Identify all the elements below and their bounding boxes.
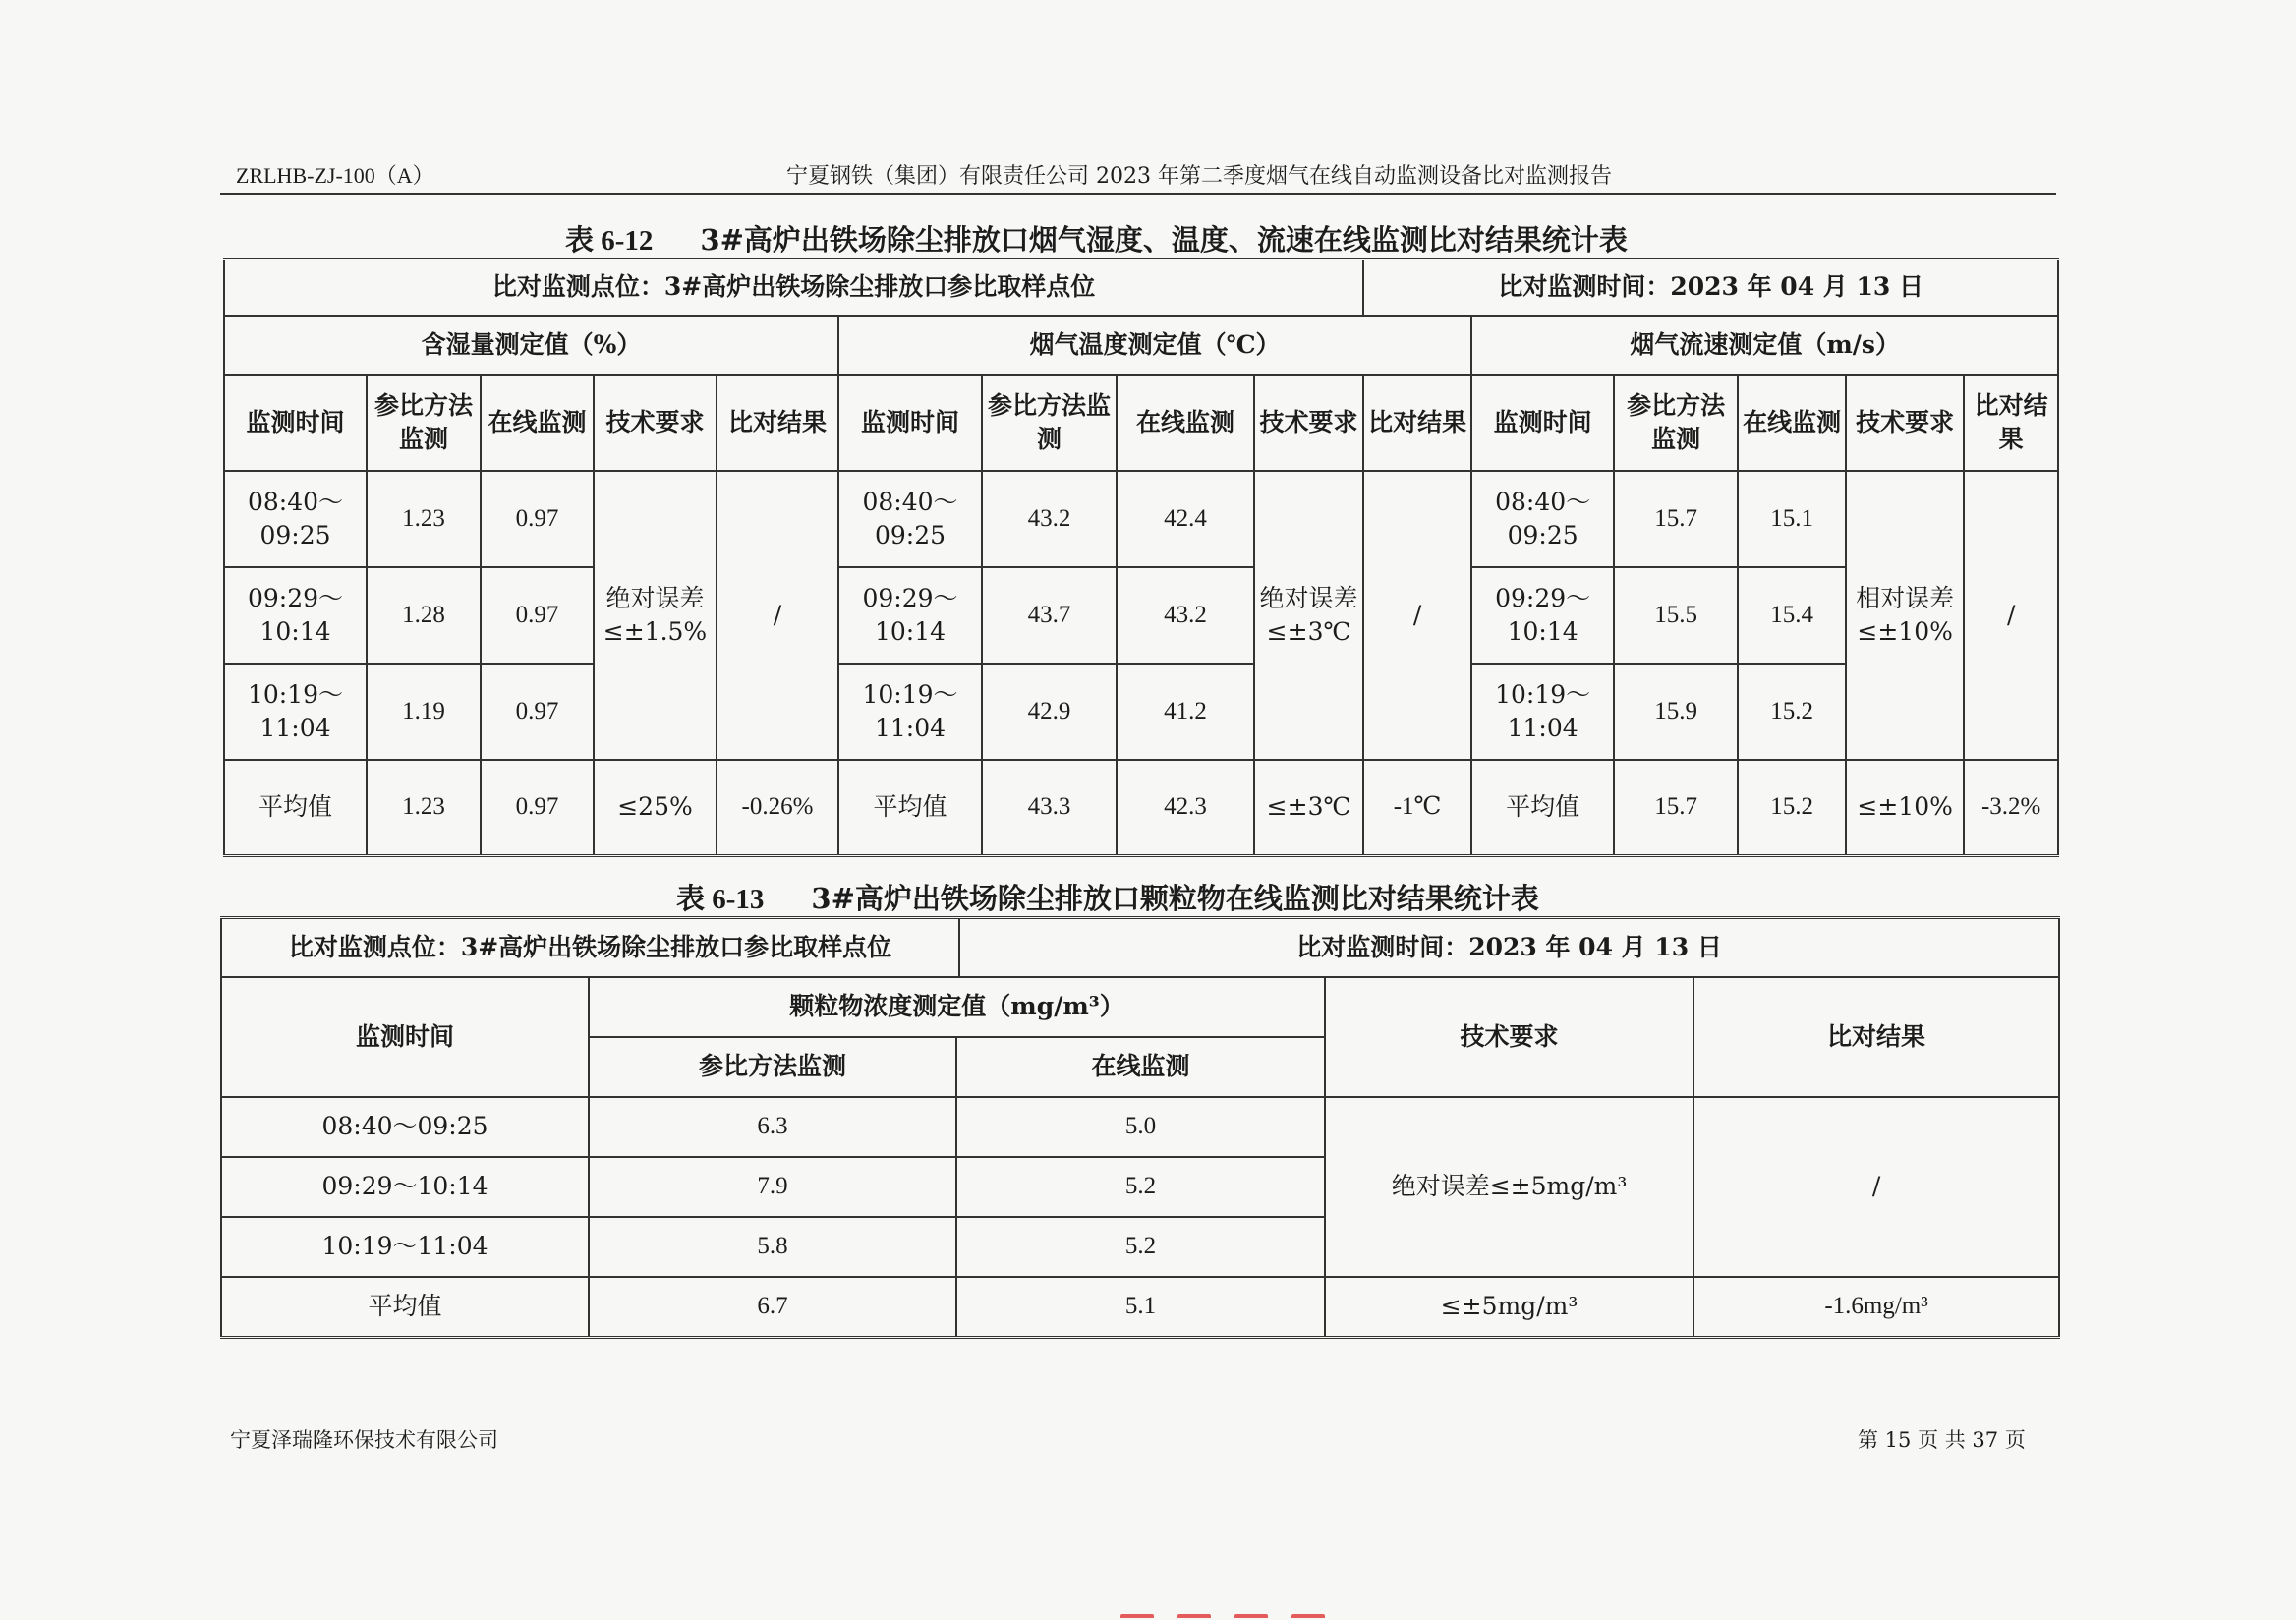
velocity-average-result: -3.2%: [1964, 760, 2058, 856]
moisture-average-result: -0.26%: [717, 760, 838, 856]
table2-number: 表 6-13: [676, 884, 765, 915]
time-cell: 08:40～09:25: [224, 471, 367, 567]
average-row: [221, 1277, 2059, 1338]
average-label: 平均值: [1471, 760, 1614, 856]
monitoring-date: 比对监测时间：2023 年 04 月 13 日: [959, 918, 2059, 977]
moisture-reference-average: 1.23: [367, 760, 481, 856]
col-header-requirement: 技术要求: [594, 375, 717, 471]
col-header-online: 在线监测: [1738, 375, 1846, 471]
moisture-online-average: 0.97: [481, 760, 594, 856]
concentration-group-header: 颗粒物浓度测定值（mg/m³）: [589, 977, 1325, 1037]
velocity-reference: 15.9: [1614, 664, 1738, 760]
velocity-online: 15.4: [1738, 567, 1846, 664]
col-header-time: 监测时间: [224, 375, 367, 471]
table2-caption: [676, 877, 1539, 917]
col-header-reference: 参比方法监测: [367, 375, 481, 471]
time-cell: 10:19～11:04: [224, 664, 367, 760]
temperature-reference: 43.7: [982, 567, 1117, 664]
time-cell: 09:29～10:14: [1471, 567, 1614, 664]
table2-caption-text: 3#高炉出铁场除尘排放口颗粒物在线监测比对结果统计表: [811, 882, 1539, 915]
time-cell: 09:29～10:14: [221, 1157, 589, 1217]
header-divider: [220, 193, 2056, 195]
velocity-online: 15.1: [1738, 471, 1846, 567]
table-row: [221, 1097, 2059, 1157]
velocity-requirement: 相对误差≤±10%: [1846, 471, 1964, 760]
moisture-online: 0.97: [481, 664, 594, 760]
time-cell: 10:19～11:04: [221, 1217, 589, 1277]
time-cell: 09:29～10:14: [224, 567, 367, 664]
velocity-reference: 15.5: [1614, 567, 1738, 664]
pm-online: 5.0: [956, 1097, 1325, 1157]
velocity-result: /: [1964, 471, 2058, 760]
pm-average-requirement: ≤±5mg/m³: [1325, 1277, 1693, 1338]
moisture-online: 0.97: [481, 471, 594, 567]
pm-average-result: -1.6mg/m³: [1693, 1277, 2059, 1338]
temperature-requirement: 绝对误差≤±3℃: [1254, 471, 1363, 760]
col-header-time: 监测时间: [838, 375, 982, 471]
temperature-group-header: 烟气温度测定值（℃）: [838, 316, 1471, 375]
col-header-reference: 参比方法监测: [982, 375, 1117, 471]
moisture-requirement: 绝对误差≤±1.5%: [594, 471, 717, 760]
moisture-reference: 1.23: [367, 471, 481, 567]
col-header-time: 监测时间: [221, 977, 589, 1097]
pm-online: 5.2: [956, 1217, 1325, 1277]
moisture-reference: 1.28: [367, 567, 481, 664]
temperature-average-result: -1℃: [1363, 760, 1471, 856]
time-cell: 08:40～09:25: [221, 1097, 589, 1157]
moisture-online: 0.97: [481, 567, 594, 664]
pm-online-average: 5.1: [956, 1277, 1325, 1338]
particulate-matter-table: [220, 916, 2060, 1339]
velocity-average-requirement: ≤±10%: [1846, 760, 1964, 856]
monitoring-point: 比对监测点位：3#高炉出铁场除尘排放口参比取样点位: [224, 260, 1363, 316]
average-row: [224, 760, 2058, 856]
moisture-temperature-velocity-table: [223, 258, 2059, 857]
pm-reference: 6.3: [589, 1097, 956, 1157]
velocity-group-header: 烟气流速测定值（m/s）: [1471, 316, 2058, 375]
col-header-result: 比对结果: [717, 375, 838, 471]
pm-result: /: [1693, 1097, 2059, 1277]
table-row: [224, 567, 2058, 664]
moisture-result: /: [717, 471, 838, 760]
col-header-online: 在线监测: [1117, 375, 1254, 471]
temperature-average-requirement: ≤±3℃: [1254, 760, 1363, 856]
moisture-group-header: 含湿量测定值（%）: [224, 316, 838, 375]
velocity-online: 15.2: [1738, 664, 1846, 760]
temperature-online-average: 42.3: [1117, 760, 1254, 856]
col-header-online: 在线监测: [481, 375, 594, 471]
col-header-requirement: 技术要求: [1846, 375, 1964, 471]
table1-caption: [565, 218, 1628, 259]
table1-caption-text: 3#高炉出铁场除尘排放口烟气湿度、温度、流速在线监测比对结果统计表: [700, 223, 1628, 257]
pm-online: 5.2: [956, 1157, 1325, 1217]
moisture-reference: 1.19: [367, 664, 481, 760]
col-header-reference: 参比方法监测: [589, 1037, 956, 1097]
time-cell: 08:40～09:25: [1471, 471, 1614, 567]
col-header-reference: 参比方法监测: [1614, 375, 1738, 471]
page-number: 第 15 页 共 37 页: [1858, 1428, 2026, 1452]
temperature-reference: 43.2: [982, 471, 1117, 567]
table-row: [224, 471, 2058, 567]
time-cell: 09:29～10:14: [838, 567, 982, 664]
pm-requirement: 绝对误差≤±5mg/m³: [1325, 1097, 1693, 1277]
average-label: 平均值: [221, 1277, 589, 1338]
temperature-online: 42.4: [1117, 471, 1254, 567]
moisture-average-requirement: ≤25%: [594, 760, 717, 856]
col-header-online: 在线监测: [956, 1037, 1325, 1097]
velocity-online-average: 15.2: [1738, 760, 1846, 856]
col-header-result: 比对结果: [1964, 375, 2058, 471]
report-title: 宁夏钢铁（集团）有限责任公司 2023 年第二季度烟气在线自动监测设备比对监测报告: [786, 164, 1612, 189]
col-header-result: 比对结果: [1693, 977, 2059, 1097]
temperature-online: 41.2: [1117, 664, 1254, 760]
time-cell: 10:19～11:04: [1471, 664, 1614, 760]
footer-company: 宁夏泽瑞隆环保技术有限公司: [230, 1428, 498, 1452]
velocity-reference: 15.7: [1614, 471, 1738, 567]
table1-number: 表 6-12: [565, 225, 654, 257]
col-header-requirement: 技术要求: [1254, 375, 1363, 471]
temperature-reference-average: 43.3: [982, 760, 1117, 856]
average-label: 平均值: [838, 760, 982, 856]
average-label: 平均值: [224, 760, 367, 856]
temperature-online: 43.2: [1117, 567, 1254, 664]
monitoring-date: 比对监测时间：2023 年 04 月 13 日: [1363, 260, 2058, 316]
col-header-time: 监测时间: [1471, 375, 1614, 471]
temperature-reference: 42.9: [982, 664, 1117, 760]
pm-reference: 7.9: [589, 1157, 956, 1217]
time-cell: 08:40～09:25: [838, 471, 982, 567]
monitoring-point: 比对监测点位：3#高炉出铁场除尘排放口参比取样点位: [221, 918, 959, 977]
time-cell: 10:19～11:04: [838, 664, 982, 760]
pm-reference: 5.8: [589, 1217, 956, 1277]
pm-reference-average: 6.7: [589, 1277, 956, 1338]
document-code: ZRLHB-ZJ-100（A）: [236, 163, 434, 188]
seal-stamp-edge: [1120, 1604, 1415, 1618]
table-row: [224, 664, 2058, 760]
temperature-result: /: [1363, 471, 1471, 760]
col-header-result: 比对结果: [1363, 375, 1471, 471]
velocity-reference-average: 15.7: [1614, 760, 1738, 856]
col-header-requirement: 技术要求: [1325, 977, 1693, 1097]
